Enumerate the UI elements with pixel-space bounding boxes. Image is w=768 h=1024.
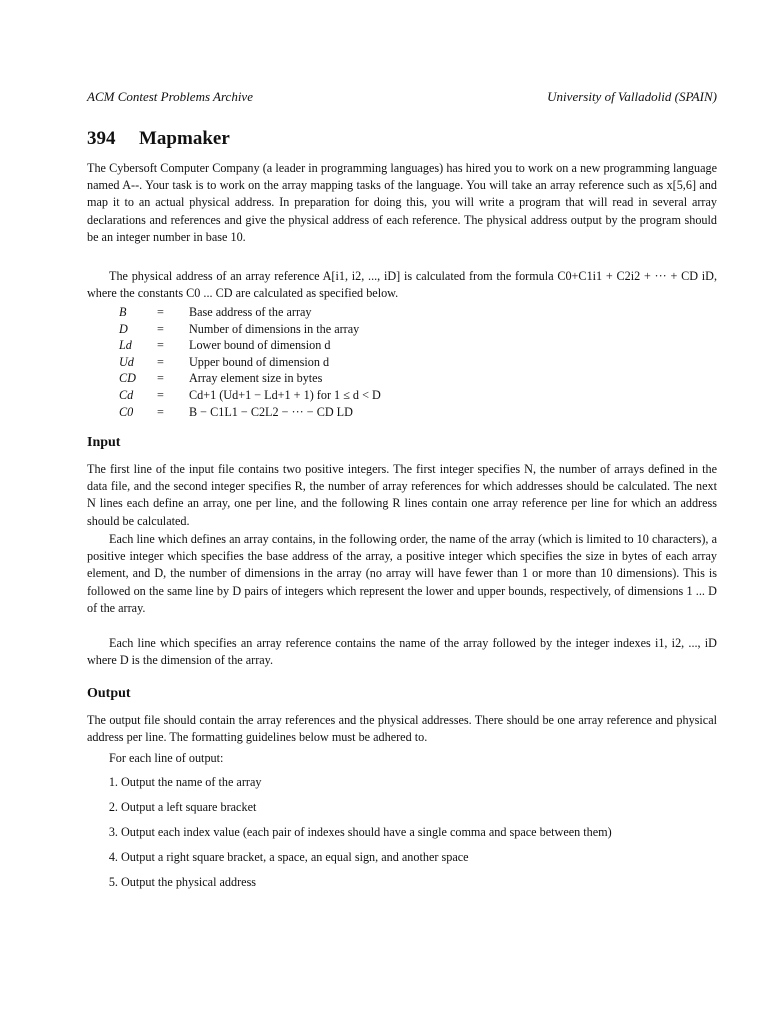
definition-description: B − C1L1 − C2L2 − ··· − CD LD: [189, 404, 353, 419]
input-paragraph-3: Each line which specifies an array reference contains the name of the array followed by the integer indexes i1, i2, ..., iD where D is the dimension of the array.: [87, 636, 717, 668]
definition-equals: =: [157, 354, 164, 369]
output-step: 5. Output the physical address: [121, 874, 717, 891]
definition-row: [109, 337, 381, 354]
definition-symbol: Cd: [119, 387, 134, 402]
output-paragraph-1: The output file should contain the array references and the physical addresses. There should be one array reference and physical address per line. The formatting guidelines below must be adhered to.: [87, 713, 717, 745]
definition-equals: =: [157, 321, 164, 336]
output-heading: Output: [87, 686, 131, 701]
running-header: [87, 89, 717, 107]
definition-equals: =: [157, 387, 164, 402]
definition-description: Base address of the array: [189, 305, 312, 319]
definition-row: [109, 321, 381, 338]
problem-number: 394: [87, 128, 116, 149]
input-paragraph-1: The first line of the input file contains two positive integers. The first integer specifies N, the number of arrays defined in the data file, and the second integer specifies R, the number of array references for which addresses should be calculated. The next N lines each define an array, one per line, and the following R lines contain one array reference per line for which an address should be calculated.: [87, 462, 717, 528]
header-archive-name: ACM Contest Problems Archive: [87, 89, 253, 104]
definition-symbol: C0: [119, 404, 134, 419]
definition-description: Array element size in bytes: [189, 371, 323, 386]
output-step: 1. Output the name of the array: [121, 774, 717, 791]
definition-description: Number of dimensions in the array: [189, 321, 360, 336]
definition-equals: =: [157, 338, 164, 353]
definition-description: Cd+1 (Ud+1 − Ld+1 + 1) for 1 ≤ d < D: [189, 387, 381, 402]
definition-symbol: Ld: [119, 338, 132, 353]
definitions-list: [109, 304, 381, 420]
definition-symbol: B: [119, 305, 127, 319]
input-heading: Input: [87, 435, 121, 450]
definition-row: [109, 354, 381, 371]
output-step: 3. Output each index value (each pair of indexes should have a single comma and space between them): [121, 824, 717, 841]
output-paragraph-2: For each line of output:: [109, 751, 224, 765]
definition-symbol: D: [119, 321, 128, 336]
output-step: 4. Output a right square bracket, a space, an equal sign, and another space: [121, 849, 717, 866]
output-steps-list: [87, 774, 717, 899]
intro-paragraph-1: The Cybersoft Computer Company (a leader in programming languages) has hired you to work on a new programming language named A--. Your task is to work on the array mapping tasks of the language. You will take an array reference such as x[5,6] and map it to an actual physical address. In preparation for doing this, you will write a program that will read in several array declarations and references and give the physical address of each reference. The physical address output by the program should be an integer number in base 10.: [87, 161, 717, 244]
definition-row: [109, 404, 381, 421]
definition-symbol: Ud: [119, 354, 134, 369]
intro-paragraph-2: The physical address of an array reference A[i1, i2, ..., iD] is calculated from the formula C0+C1i1 + C2i2 + ··· + CD iD, where the constants C0 ... CD are calculated as specified below.: [87, 269, 717, 301]
problem-title: [87, 128, 230, 150]
definition-row: [109, 387, 381, 404]
input-paragraph-2: Each line which defines an array contains, in the following order, the name of the array (which is limited to 10 characters), a positive integer which specifies the base address of the array, a positive integer which specifies the size in bytes of each array element, and D, the number of dimensions in the array (no array will have fewer than 1 or more than 10 dimensions). This is followed on the same line by D pairs of integers which represent the lower and upper bounds, respectively, of dimensions 1 ... D of the array.: [87, 532, 717, 615]
definition-equals: =: [157, 404, 164, 419]
definition-symbol: CD: [119, 371, 136, 386]
definition-row: [109, 370, 381, 387]
definition-row: [109, 304, 381, 321]
output-step: 2. Output a left square bracket: [121, 799, 717, 816]
definition-description: Lower bound of dimension d: [189, 338, 331, 353]
definition-equals: =: [157, 371, 164, 386]
problem-name: Mapmaker: [139, 128, 230, 149]
definition-description: Upper bound of dimension d: [189, 354, 330, 369]
header-university: University of Valladolid (SPAIN): [547, 89, 717, 104]
definition-equals: =: [157, 305, 164, 319]
